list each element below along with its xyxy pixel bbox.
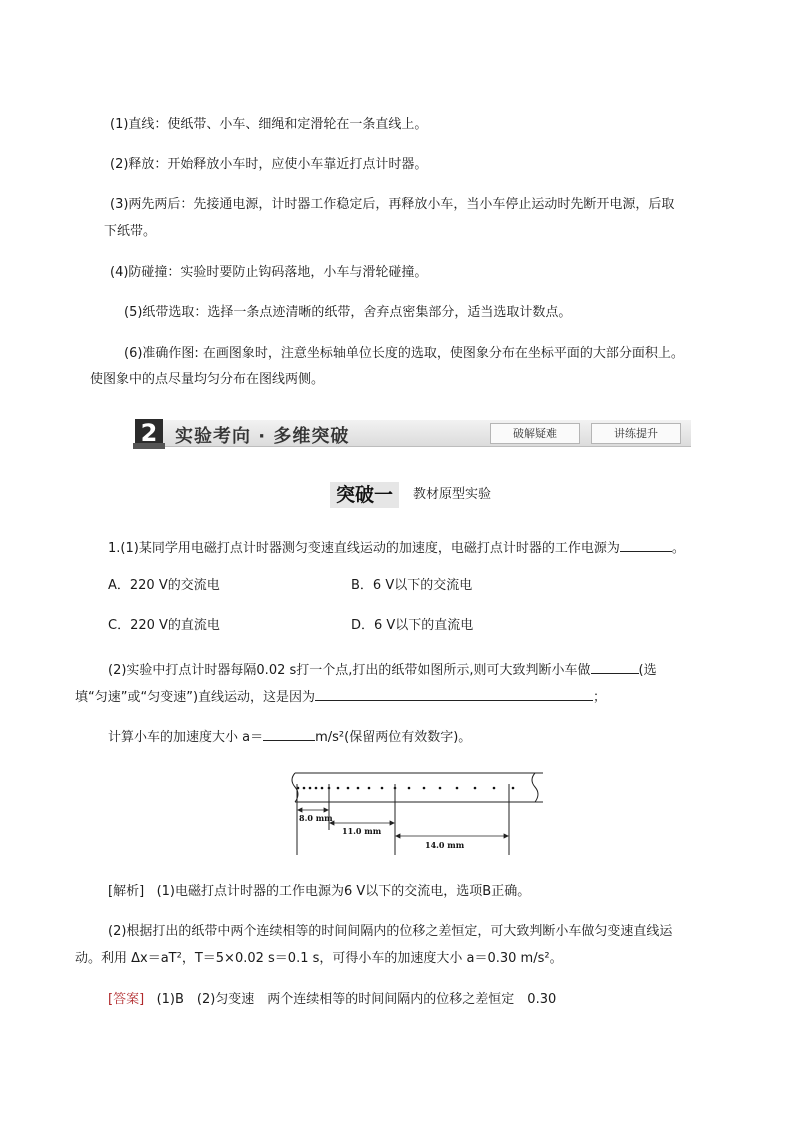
section-label: 突破一 xyxy=(330,482,399,508)
question-3-text: 计算小车的加速度大小 a＝ xyxy=(108,730,264,745)
section-banner xyxy=(133,417,691,449)
answer-line xyxy=(108,992,556,1008)
note-3a: (3)两先两后：先接通电源，计时器工作稳定后，再释放小车，当小车停止运动时先断开电源，后取 xyxy=(110,197,675,212)
solve-doubts-button[interactable]: 破解疑难 xyxy=(490,423,580,444)
answer-blank-2[interactable] xyxy=(591,659,639,674)
question-3-end: m/s²(保留两位有效数字)。 xyxy=(315,730,472,745)
question-1-end: 。 xyxy=(671,541,685,556)
answer-tag: [答案] xyxy=(108,992,145,1007)
solution-1 xyxy=(108,884,530,900)
option-a: A．220 V的交流电 xyxy=(108,578,220,593)
banner-title: 实验考向 · 多维突破 xyxy=(175,426,350,447)
tape-label-3: 14.0 mm xyxy=(425,840,465,850)
question-2b-text: 填“匀速”或“匀变速”)直线运动，这是因为 xyxy=(75,690,316,705)
question-2b xyxy=(75,686,606,706)
note-4: (4)防碰撞：实验时要防止钩码落地，小车与滑轮碰撞。 xyxy=(110,265,428,280)
question-3 xyxy=(108,726,471,746)
question-2a xyxy=(108,659,657,679)
tape-label-2: 11.0 mm xyxy=(342,826,382,836)
question-2b-end: ； xyxy=(593,690,607,705)
answer-text: (1)B (2)匀变速 两个连续相等的时间间隔内的位移之差恒定 0.30 xyxy=(156,992,557,1007)
option-d: D．6 V以下的直流电 xyxy=(351,618,474,633)
answer-blank-1[interactable] xyxy=(620,537,672,552)
paper-tape-figure xyxy=(285,770,545,860)
section-number-icon xyxy=(133,417,165,449)
tape-edges xyxy=(295,773,543,802)
option-b: B．6 V以下的交流电 xyxy=(351,578,473,593)
solution-2b: 动。利用 Δx＝aT²，T＝5×0.02 s＝0.1 s，可得小车的加速度大小 a＝0.30 m/s²。 xyxy=(75,951,563,966)
section-subtitle: 教材原型实验 xyxy=(413,487,492,502)
practice-button[interactable]: 讲练提升 xyxy=(591,423,681,444)
section-heading xyxy=(330,482,491,510)
question-2a-end: (选 xyxy=(638,663,657,678)
solution-2a: (2)根据打出的纸带中两个连续相等的时间间隔内的位移之差恒定，可大致判断小车做匀变速直线运 xyxy=(108,924,673,939)
solution-tag: [解析] xyxy=(108,884,145,899)
note-1: (1)直线：使纸带、小车、细绳和定滑轮在一条直线上。 xyxy=(110,117,428,132)
option-c: C．220 V的直流电 xyxy=(108,618,220,633)
note-6b: 使图象中的点尽量均匀分布在图线两侧。 xyxy=(90,372,325,387)
tape-label-1: 8.0 mm xyxy=(299,813,333,823)
question-2a-text: (2)实验中打点计时器每隔0.02 s打一个点,打出的纸带如图所示,则可大致判断小车做 xyxy=(108,663,591,678)
answer-blank-4[interactable] xyxy=(263,726,315,741)
note-5: (5)纸带选取：选择一条点迹清晰的纸带，舍弃点密集部分，适当选取计数点。 xyxy=(124,305,572,320)
note-3b: 下纸带。 xyxy=(104,224,157,239)
question-1-text: 1.(1)某同学用电磁打点计时器测匀变速直线运动的加速度，电磁打点计时器的工作电源为 xyxy=(108,541,620,556)
note-2: (2)释放：开始释放小车时，应使小车靠近打点计时器。 xyxy=(110,157,428,172)
note-6a: (6)准确作图: 在画图象时，注意坐标轴单位长度的选取，使图象分布在坐标平面的大部分面积上。 xyxy=(124,346,684,361)
solution-1-text: (1)电磁打点计时器的工作电源为6 V以下的交流电，选项B正确。 xyxy=(156,884,531,899)
tape-right-wave xyxy=(532,773,538,802)
question-1 xyxy=(108,537,685,557)
answer-blank-3[interactable] xyxy=(315,686,593,701)
svg-text:2: 2 xyxy=(140,419,158,447)
